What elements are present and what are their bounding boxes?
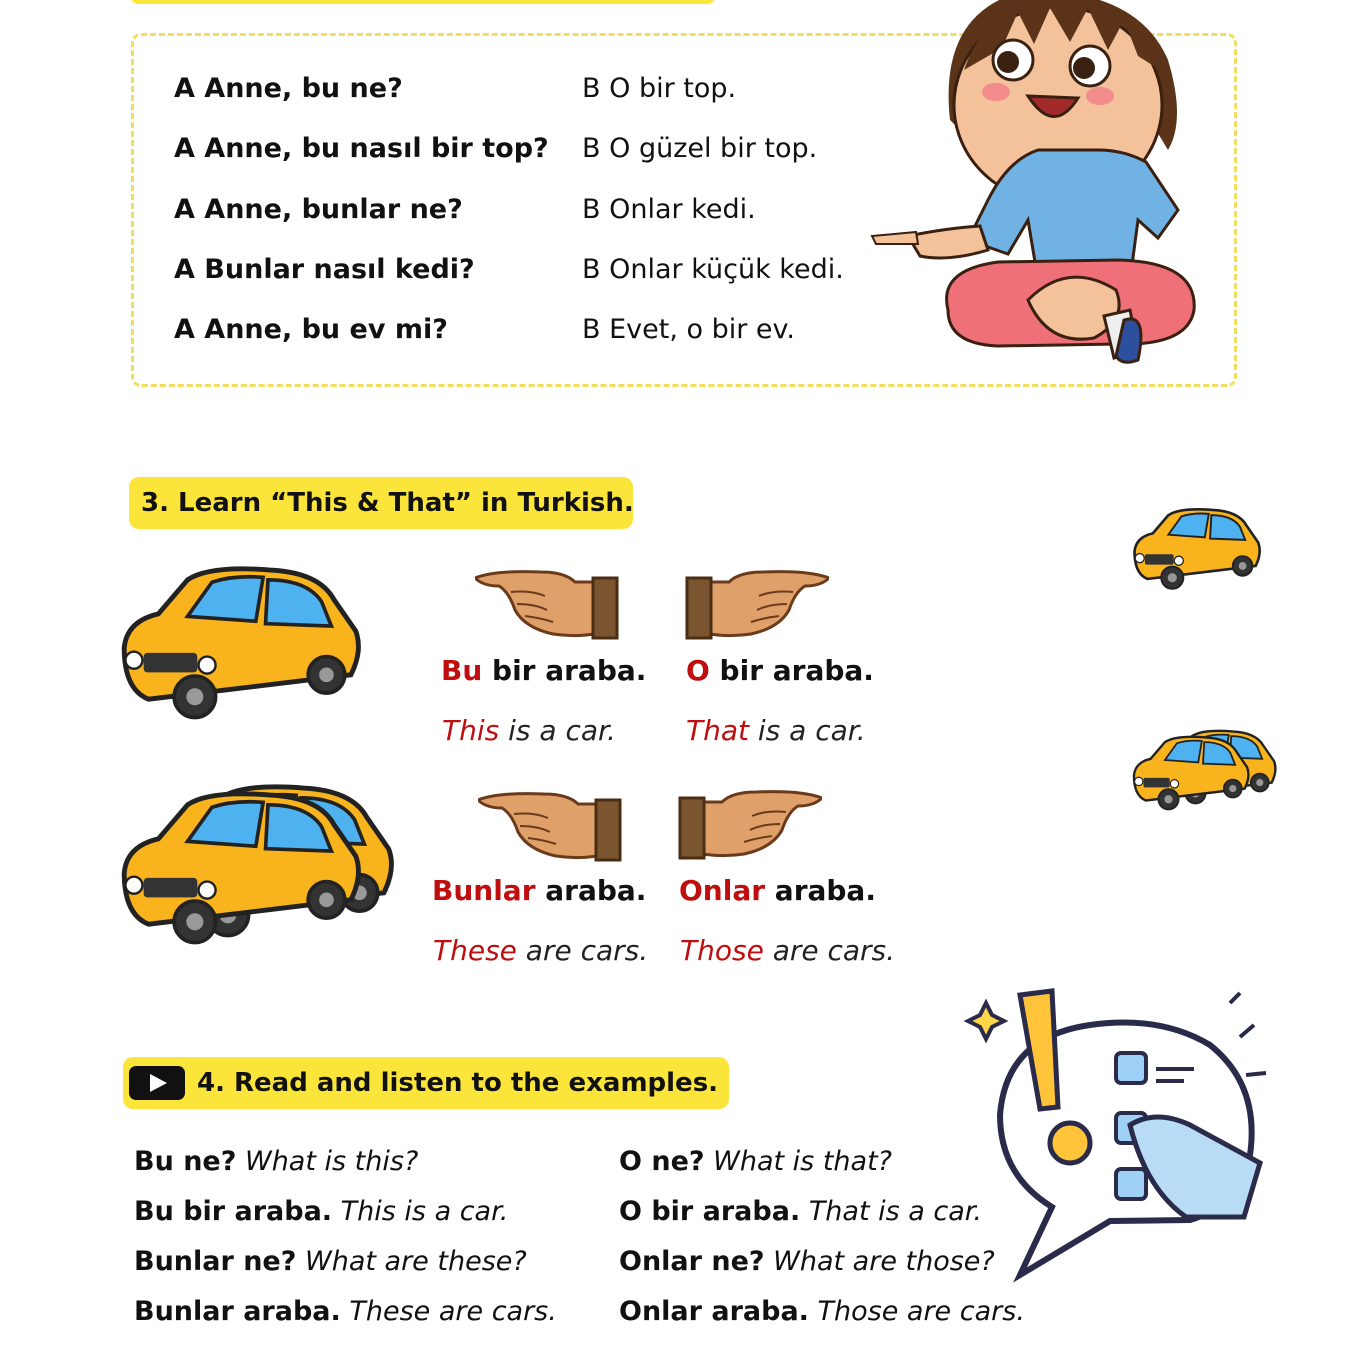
that-translation: That is a car. [686,714,866,747]
section-3-heading: 3. Learn “This & That” in Turkish. [129,477,633,529]
those-translation: Those are cars. [680,934,896,967]
dialog-line-a: A Anne, bunlar ne? [174,194,463,225]
pointing-hand-icon [676,788,822,864]
section-4-heading [123,1057,729,1109]
this-sentence: Bu bir araba. [441,654,647,687]
pointing-hand-icon [683,568,829,644]
top-banner-strip [130,0,716,4]
dialog-line-b: B O güzel bir top. [582,133,818,164]
car-icon [1128,498,1268,602]
dialog-line-a: A Anne, bu ev mi? [174,314,448,345]
demonstrative-word: Bunlar [432,874,536,907]
car-icon [1128,724,1256,824]
these-translation: These are cars. [433,934,649,967]
pointing-hand-icon [475,568,621,644]
dialog-line-a: A Anne, bu ne? [174,73,403,104]
these-sentence: Bunlar araba. [432,874,647,907]
example-line: Bu bir araba. This is a car. [134,1196,509,1227]
play-icon[interactable] [129,1066,185,1100]
demonstrative-word: Bu [441,654,483,687]
pointing-hand-icon [478,790,624,866]
dialog-line-a: A Anne, bu nasıl bir top? [174,133,549,164]
example-line: Onlar ne? What are those? [619,1246,995,1277]
this-translation: This is a car. [442,714,616,747]
that-sentence: O bir araba. [686,654,874,687]
dialog-line-b: B Onlar kedi. [582,194,756,225]
example-line: Onlar araba. Those are cars. [619,1296,1025,1327]
dialog-line-b: B O bir top. [582,73,737,104]
car-icon [112,550,374,740]
example-line: Bunlar ne? What are these? [134,1246,527,1277]
example-line: O ne? What is that? [619,1146,892,1177]
example-line: Bu ne? What is this? [134,1146,419,1177]
demonstrative-word: Onlar [679,874,766,907]
dialog-line-b: B Onlar küçük kedi. [582,254,844,285]
girl-pointing-illustration [868,0,1228,370]
dialog-line-b: B Evet, o bir ev. [582,314,796,345]
section-4-heading-text: 4. Read and listen to the examples. [197,1068,719,1098]
car-icon [112,775,374,965]
chat-bubble-icon [960,985,1290,1285]
those-sentence: Onlar araba. [679,874,876,907]
example-line: Bunlar araba. These are cars. [134,1296,557,1327]
example-line: O bir araba. That is a car. [619,1196,983,1227]
demonstrative-word: O [686,654,710,687]
dialog-line-a: A Bunlar nasıl kedi? [174,254,475,285]
